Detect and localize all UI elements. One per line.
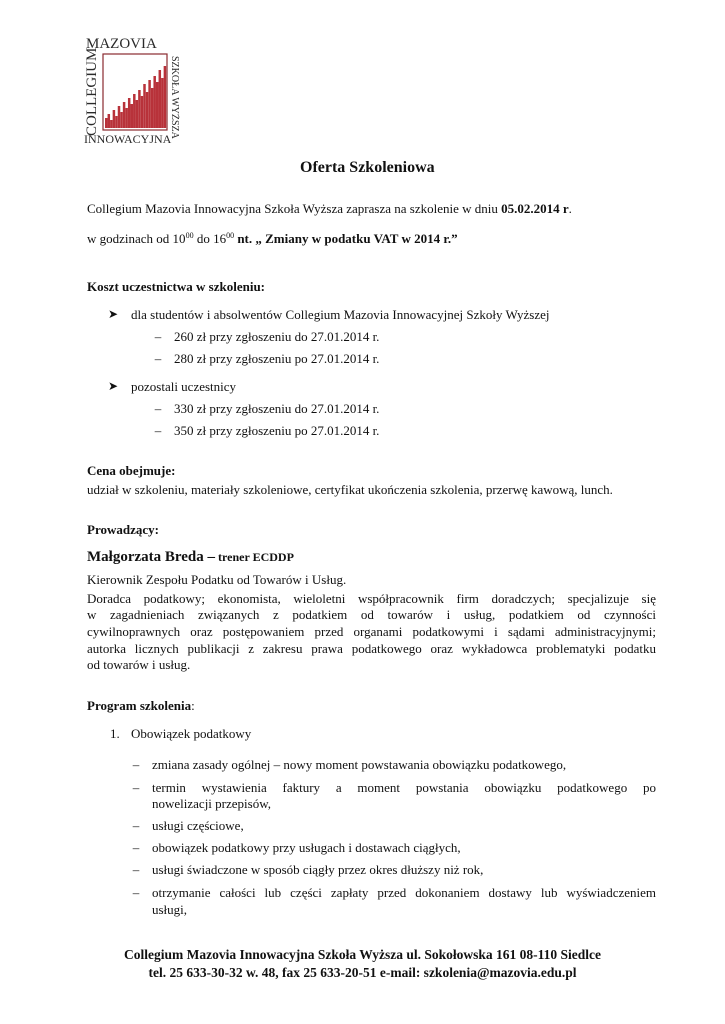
- hours-from: w godzinach od 10: [87, 231, 186, 246]
- intro-line-2: [87, 230, 458, 247]
- logo-right-text: SZKOŁA WYŻSZA: [169, 56, 180, 139]
- arrow-bullet-icon: ➤: [108, 307, 119, 321]
- logo-bar: [105, 118, 108, 128]
- program-point: otrzymanie całości lub części zapłaty przed dokonaniem dostawy lub wyświadczeniem: [152, 885, 656, 900]
- program-heading-text: Program szkolenia: [87, 698, 192, 713]
- logo-chart-bars: [105, 66, 166, 128]
- cost-item: 330 zł przy zgłoszeniu do 27.01.2014 r.: [174, 401, 380, 416]
- logo-bottom-text: INNOWACYJNA: [84, 132, 172, 146]
- trainer-name-line: [87, 547, 294, 567]
- program-point: usługi częściowe,: [152, 818, 244, 833]
- program-point: termin wystawienia faktury a moment powstania obowiązku podatkowego po: [152, 780, 656, 795]
- logo-bar: [133, 94, 136, 128]
- logo-bar: [161, 78, 164, 128]
- trainer-bio-line: autorka licznych publikacji z zakresu prawa podatkowego oraz wykładowca problematyki podatku: [87, 641, 656, 656]
- trainer-heading: Prowadzący:: [87, 522, 159, 537]
- hours-to: do 16: [193, 231, 227, 246]
- program-point: usługi świadczone w sposób ciągły przez okres dłuższy niż rok,: [152, 862, 484, 877]
- logo-bar: [156, 82, 159, 128]
- page-title: Oferta Szkoleniowa: [300, 159, 435, 176]
- dash-icon: –: [132, 885, 140, 900]
- trainer-position: Kierownik Zespołu Podatku od Towarów i Usług.: [87, 572, 347, 587]
- footer-contact: tel. 25 633-30-32 w. 48, fax 25 633-20-51 e-mail: szkolenia@mazovia.edu.pl: [148, 965, 577, 980]
- cost-item: 260 zł przy zgłoszeniu do 27.01.2014 r.: [174, 329, 380, 344]
- program-point-continuation: nowelizacji przepisów,: [152, 796, 271, 811]
- trainer-name: Małgorzata Breda –: [87, 549, 216, 565]
- program-point: obowiązek podatkowy przy usługach i dostawach ciągłych,: [152, 840, 461, 855]
- intro-suffix: .: [568, 201, 572, 216]
- dash-icon: –: [154, 329, 162, 344]
- intro-text: Collegium Mazovia Innowacyjna Szkoła Wyższa zaprasza na szkolenie w dniu: [87, 201, 502, 216]
- logo-bar: [136, 100, 139, 128]
- logo-bar: [118, 106, 121, 128]
- logo-bar: [131, 104, 134, 128]
- dash-icon: –: [132, 840, 140, 855]
- logo-graphic: [76, 34, 180, 146]
- logo-bar: [159, 70, 162, 128]
- trainer-bio-line: od towarów i usług.: [87, 657, 191, 672]
- dash-icon: –: [154, 401, 162, 416]
- logo-bar: [153, 76, 156, 128]
- logo-bar: [113, 110, 116, 128]
- cost-group-label: dla studentów i absolwentów Collegium Mazovia Innowacyjnej Szkoły Wyższej: [131, 307, 550, 322]
- trainer-bio-line: cywilnoprawnych oraz postępowaniem przed organami podatkowymi i sądami administracyjnymi;: [87, 624, 656, 639]
- program-heading: [87, 697, 195, 714]
- trainer-bio-line: Doradca podatkowy; ekonomista, wieloletni współpracownik firm doradczych; specjalizuje się: [87, 591, 656, 606]
- logo-bar: [143, 84, 146, 128]
- logo: [76, 34, 180, 146]
- cost-heading: Koszt uczestnictwa w szkoleniu:: [87, 279, 266, 294]
- arrow-bullet-icon: ➤: [108, 379, 119, 393]
- logo-top-text: MAZOVIA: [86, 36, 157, 52]
- logo-bar: [125, 108, 128, 128]
- logo-bar: [123, 102, 126, 128]
- cost-item: 350 zł przy zgłoszeniu po 27.01.2014 r.: [174, 423, 380, 438]
- logo-bar: [164, 66, 167, 128]
- dash-icon: –: [154, 351, 162, 366]
- intro-line-1: [87, 200, 572, 217]
- logo-bar: [128, 98, 131, 128]
- logo-bar: [146, 92, 149, 128]
- logo-bar: [110, 120, 113, 128]
- program-item-label: Obowiązek podatkowy: [131, 726, 252, 741]
- dash-icon: –: [132, 780, 140, 795]
- training-topic: nt. „ Zmiany w podatku VAT w 2014 r.”: [234, 231, 458, 246]
- hours-from-minutes: 00: [185, 231, 194, 240]
- logo-bar: [138, 90, 141, 128]
- logo-left-text: COLLEGIUM: [84, 47, 100, 136]
- trainer-role: trener ECDDP: [215, 550, 294, 564]
- cost-group-label: pozostali uczestnicy: [131, 379, 237, 394]
- includes-heading: Cena obejmuje:: [87, 463, 176, 478]
- program-point: zmiana zasady ogólnej – nowy moment powstawania obowiązku podatkowego,: [152, 757, 567, 772]
- footer-address: Collegium Mazovia Innowacyjna Szkoła Wyższa ul. Sokołowska 161 08-110 Siedlce: [123, 947, 602, 962]
- trainer-bio-line: w zagadnieniach związanych z podatkiem od towarów i usług, podatkiem od czynności: [87, 607, 656, 622]
- dash-icon: –: [132, 862, 140, 877]
- program-point-continuation: usługi,: [152, 902, 188, 917]
- cost-item: 280 zł przy zgłoszeniu po 27.01.2014 r.: [174, 351, 380, 366]
- logo-bar: [151, 88, 154, 128]
- hours-to-minutes: 00: [226, 231, 235, 240]
- logo-bar: [148, 80, 151, 128]
- training-date: 05.02.2014 r: [501, 201, 569, 216]
- logo-bar: [141, 96, 144, 128]
- program-item-number: 1.: [110, 726, 120, 741]
- dash-icon: –: [132, 757, 140, 772]
- dash-icon: –: [154, 423, 162, 438]
- logo-bar: [108, 114, 111, 128]
- logo-bar: [120, 112, 123, 128]
- logo-bar: [115, 116, 118, 128]
- dash-icon: –: [132, 818, 140, 833]
- includes-text: udział w szkoleniu, materiały szkoleniowe, certyfikat ukończenia szkolenia, przerwę kawową, lunch.: [87, 482, 613, 497]
- program-heading-colon: :: [191, 698, 195, 713]
